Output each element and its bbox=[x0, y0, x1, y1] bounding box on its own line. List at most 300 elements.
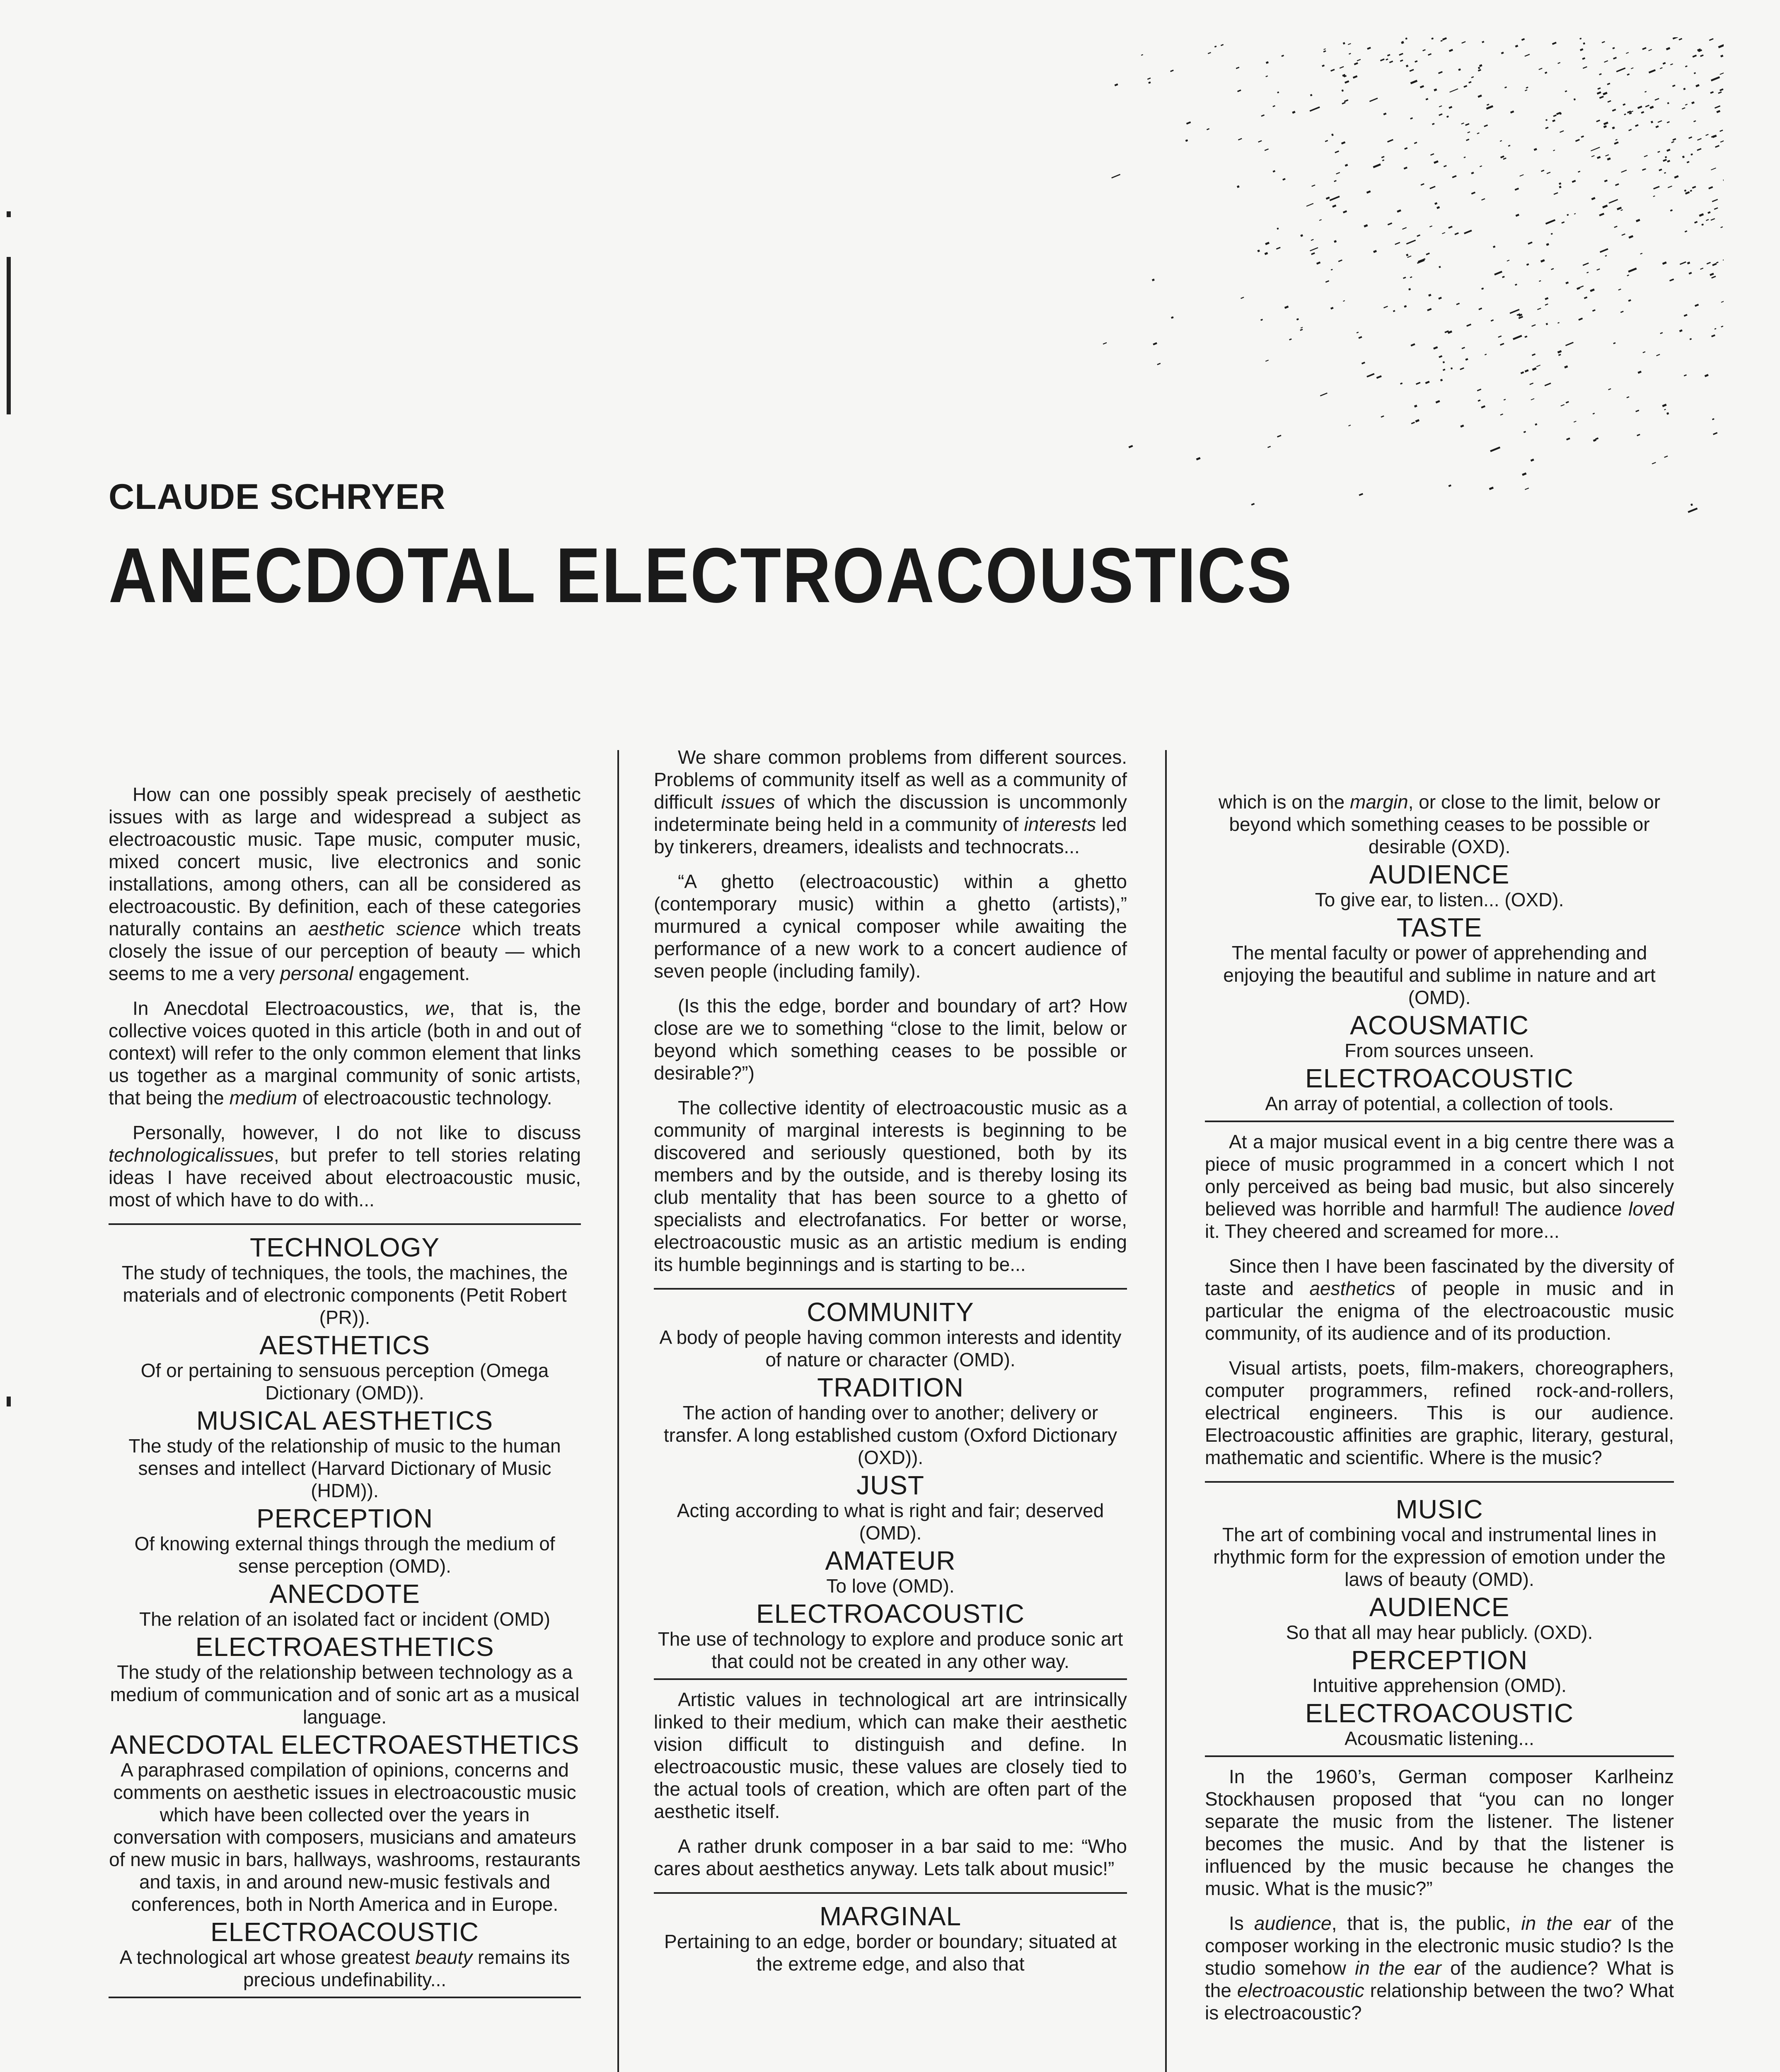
speckle-dot bbox=[1442, 232, 1445, 234]
speckle-dot bbox=[1410, 343, 1415, 346]
speckle-dot bbox=[1485, 354, 1487, 356]
speckle-dot bbox=[1721, 301, 1724, 303]
speckle-dot bbox=[1553, 150, 1555, 151]
glossary-term: AUDIENCE bbox=[1369, 1592, 1510, 1622]
glossary-term: PERCEPTION bbox=[256, 1503, 433, 1533]
speckle-dot bbox=[1551, 233, 1553, 235]
speckle-dot bbox=[1616, 139, 1618, 140]
section-rule bbox=[654, 1892, 1127, 1894]
speckle-dot bbox=[1410, 80, 1418, 85]
speckle-dot bbox=[1697, 148, 1701, 151]
speckle-dot bbox=[1720, 55, 1724, 58]
glossary-term: MUSIC bbox=[1395, 1494, 1483, 1524]
glossary-term: PERCEPTION bbox=[1351, 1645, 1528, 1675]
binding-mark bbox=[7, 1397, 11, 1406]
paragraph bbox=[654, 995, 1127, 1084]
glossary-block bbox=[1205, 791, 1674, 858]
speckle-dot bbox=[1261, 114, 1265, 117]
speckle-dot bbox=[1481, 288, 1484, 290]
speckle-dot bbox=[1509, 309, 1519, 314]
speckle-dot bbox=[1621, 233, 1625, 236]
speckle-dot bbox=[1381, 415, 1384, 418]
speckle-dot bbox=[1531, 459, 1534, 462]
speckle-dot bbox=[1602, 205, 1608, 208]
emphasis-text: interests bbox=[1024, 813, 1096, 835]
emphasis-text: in the ear bbox=[1521, 1912, 1611, 1934]
paragraph bbox=[654, 1688, 1127, 1823]
speckle-dot bbox=[1296, 318, 1299, 321]
speckle-dot bbox=[1443, 369, 1446, 371]
speckle-dot bbox=[1597, 156, 1601, 159]
speckle-dot bbox=[1460, 424, 1464, 427]
speckle-dot bbox=[1461, 347, 1465, 349]
speckle-dot bbox=[1712, 135, 1717, 138]
speckle-dot bbox=[1438, 71, 1443, 74]
speckle-dot bbox=[1716, 261, 1719, 264]
glossary-definition bbox=[109, 1946, 581, 1991]
speckle-dot bbox=[1600, 248, 1608, 253]
text-run: (Is this the edge, border and boundary of art? How close are we to something “close to the limit, below or beyond which something ceases to be possible or desirable?”) bbox=[654, 995, 1127, 1084]
speckle-dot bbox=[1410, 276, 1412, 278]
speckle-dot bbox=[1330, 307, 1334, 310]
speckle-dot bbox=[1415, 60, 1417, 63]
speckle-dot bbox=[1532, 367, 1537, 370]
speckle-dot bbox=[1700, 268, 1703, 270]
speckle-dot bbox=[1574, 98, 1576, 101]
speckle-dot bbox=[1426, 252, 1430, 255]
speckle-dot bbox=[1489, 487, 1494, 490]
speckle-dot bbox=[1115, 83, 1118, 86]
speckle-dot bbox=[1615, 183, 1619, 186]
glossary-term: ACOUSMATIC bbox=[1350, 1010, 1529, 1040]
speckle-dot bbox=[1608, 199, 1618, 203]
speckle-dot bbox=[1723, 257, 1724, 261]
speckle-dot bbox=[1332, 205, 1336, 208]
speckle-dot bbox=[1664, 409, 1666, 411]
paragraph bbox=[1205, 1912, 1674, 2024]
speckle-dot bbox=[1477, 132, 1479, 134]
speckle-dot bbox=[1331, 133, 1334, 136]
speckle-dot bbox=[1688, 508, 1698, 513]
speckle-dot bbox=[1404, 147, 1408, 150]
emphasis-text: in the ear bbox=[1355, 1957, 1441, 1979]
speckle-dot bbox=[1637, 434, 1640, 436]
speckle-dot bbox=[1711, 167, 1716, 170]
speckle-dot bbox=[1281, 55, 1284, 57]
speckle-dot bbox=[1627, 73, 1630, 75]
speckle-dot bbox=[1500, 140, 1502, 142]
speckle-dot bbox=[1388, 223, 1392, 225]
speckle-dot bbox=[1718, 92, 1722, 94]
speckle-dot bbox=[1687, 261, 1691, 264]
speckle-dot bbox=[1559, 182, 1561, 185]
speckle-dot bbox=[1685, 65, 1688, 68]
speckle-dot bbox=[1560, 404, 1565, 407]
speckle-dot bbox=[1490, 446, 1500, 452]
speckle-dot bbox=[1282, 178, 1286, 181]
speckle-dot bbox=[1439, 113, 1442, 116]
speckle-dot bbox=[1685, 191, 1690, 194]
speckle-dot bbox=[1478, 67, 1480, 69]
speckle-dot bbox=[1721, 326, 1723, 327]
speckle-dot bbox=[1323, 48, 1326, 50]
speckle-dot bbox=[1129, 445, 1133, 448]
speckle-dot bbox=[1559, 186, 1561, 188]
glossary-term: ANECDOTE bbox=[269, 1579, 420, 1609]
text-run: which is on the bbox=[1218, 791, 1350, 813]
speckle-dot bbox=[1481, 198, 1485, 201]
speckle-dot bbox=[1718, 44, 1724, 48]
speckle-dot bbox=[1461, 41, 1466, 44]
speckle-dot bbox=[1648, 49, 1652, 51]
speckle-dot bbox=[1558, 350, 1562, 353]
speckle-dot bbox=[1618, 288, 1621, 290]
text-run: A technological art whose greatest bbox=[119, 1946, 416, 1968]
speckle-dot bbox=[1531, 324, 1536, 327]
speckle-dot bbox=[1260, 319, 1263, 321]
speckle-dot bbox=[1386, 58, 1388, 61]
speckle-dot bbox=[1103, 342, 1107, 345]
speckle-dot bbox=[1695, 84, 1700, 87]
glossary-definition bbox=[1205, 1523, 1674, 1590]
speckle-dot bbox=[1694, 221, 1698, 223]
speckle-dot bbox=[1635, 410, 1639, 412]
glossary-term: ELECTROACOUSTIC bbox=[756, 1599, 1025, 1629]
speckle-dot bbox=[1652, 462, 1656, 465]
glossary-term: JUST bbox=[856, 1470, 924, 1500]
speckle-dot bbox=[1578, 317, 1583, 320]
speckle-dot bbox=[1545, 119, 1548, 121]
speckle-dot bbox=[1690, 338, 1692, 340]
speckle-dot bbox=[1538, 68, 1542, 70]
emphasis-text: personal bbox=[280, 963, 353, 984]
speckle-dot bbox=[1608, 388, 1611, 390]
section-rule bbox=[1205, 1755, 1674, 1757]
speckle-dot bbox=[1714, 207, 1718, 210]
speckle-dot bbox=[1446, 116, 1449, 118]
speckle-dot bbox=[1649, 106, 1654, 109]
speckle-dot bbox=[1706, 219, 1709, 221]
speckle-dot bbox=[1710, 273, 1714, 276]
text-run: A rather drunk composer in a bar said to me: “Who cares about aesthetics anyway. Lets talk about music!” bbox=[654, 1835, 1127, 1879]
speckle-dot bbox=[1439, 266, 1441, 268]
speckle-dot bbox=[1566, 438, 1570, 441]
speckle-dot bbox=[1645, 91, 1647, 92]
speckle-dot bbox=[1678, 38, 1682, 41]
speckle-dot bbox=[1660, 67, 1663, 69]
speckle-dot bbox=[1645, 105, 1649, 107]
speckle-dot bbox=[1311, 184, 1315, 187]
paragraph bbox=[654, 746, 1127, 858]
section-rule bbox=[109, 1223, 581, 1225]
glossary-definition bbox=[109, 1759, 581, 1915]
speckle-dot bbox=[1674, 175, 1678, 179]
speckle-dot bbox=[1171, 316, 1174, 319]
speckle-dot bbox=[1579, 286, 1584, 288]
speckle-dot bbox=[1529, 382, 1533, 385]
speckle-dot bbox=[1466, 324, 1471, 327]
speckle-dot bbox=[1426, 98, 1429, 100]
speckle-dot bbox=[1468, 81, 1471, 84]
speckle-dot bbox=[1709, 38, 1714, 41]
speckle-dot bbox=[1395, 242, 1400, 245]
speckle-dot bbox=[1406, 254, 1408, 256]
speckle-dot bbox=[1310, 247, 1318, 251]
speckle-dot bbox=[1662, 261, 1667, 265]
speckle-dot bbox=[1668, 186, 1672, 188]
glossary-definition bbox=[1205, 1621, 1674, 1644]
speckle-dot bbox=[1241, 297, 1244, 299]
speckle-dot bbox=[1580, 48, 1584, 51]
speckle-dot bbox=[1316, 261, 1320, 265]
speckle-dot bbox=[1612, 47, 1615, 49]
speckle-dot bbox=[1452, 175, 1456, 178]
speckle-dot bbox=[1691, 153, 1693, 155]
speckle-dot bbox=[1369, 98, 1378, 102]
speckle-dot bbox=[1558, 354, 1561, 356]
speckle-dot bbox=[1723, 178, 1724, 181]
speckle-dot bbox=[1389, 61, 1393, 63]
glossary-term: COMMUNITY bbox=[807, 1297, 974, 1327]
speckle-dot bbox=[1666, 412, 1669, 415]
speckle-dot bbox=[1654, 98, 1659, 101]
speckle-dot bbox=[1403, 277, 1406, 279]
speckle-dot bbox=[1684, 189, 1687, 192]
speckle-dot bbox=[1478, 399, 1480, 402]
speckle-dot bbox=[1341, 141, 1345, 145]
speckle-dot bbox=[1546, 323, 1548, 325]
speckle-dot bbox=[1408, 288, 1411, 290]
speckle-dot bbox=[1480, 165, 1482, 167]
text-run: The study of the relationship of music to the human senses and intellect (Harvard Dictionary of Music (HDM)). bbox=[128, 1435, 561, 1501]
speckle-dot bbox=[1590, 288, 1595, 292]
speckle-dot bbox=[1382, 160, 1384, 161]
speckle-dot bbox=[1574, 213, 1576, 214]
column-divider bbox=[1165, 750, 1167, 2072]
speckle-dot bbox=[1591, 155, 1595, 157]
speckle-dot bbox=[1430, 153, 1434, 156]
speckle-dot bbox=[1584, 296, 1588, 299]
speckle-dot bbox=[1335, 150, 1339, 153]
speckle-dot bbox=[1345, 164, 1348, 167]
speckle-dot bbox=[1454, 232, 1458, 235]
speckle-dot bbox=[1410, 117, 1413, 119]
speckle-dot bbox=[1463, 85, 1467, 88]
text-run: engagement. bbox=[353, 963, 470, 984]
speckle-dot bbox=[1342, 102, 1345, 104]
speckle-dot bbox=[1561, 221, 1565, 224]
speckle-dot bbox=[1716, 110, 1720, 113]
speckle-dot bbox=[1642, 47, 1647, 50]
speckle-dot bbox=[1613, 57, 1617, 60]
speckle-dot bbox=[1712, 263, 1717, 266]
speckle-dot bbox=[1626, 52, 1629, 54]
speckle-dot bbox=[1620, 311, 1624, 313]
speckle-dot bbox=[1266, 61, 1269, 64]
speckle-dot bbox=[1289, 338, 1292, 340]
speckle-dot bbox=[1416, 382, 1420, 385]
speckle-dot bbox=[1381, 156, 1385, 158]
speckle-dot bbox=[1603, 125, 1607, 128]
speckle-dot bbox=[1649, 69, 1656, 73]
speckle-dot bbox=[1376, 375, 1382, 379]
speckle-dot bbox=[1515, 45, 1519, 48]
speckle-dot bbox=[1513, 335, 1522, 340]
speckle-dot bbox=[1664, 172, 1666, 174]
speckle-dot bbox=[1331, 269, 1333, 271]
speckle-dot bbox=[1707, 211, 1710, 214]
speckle-dot bbox=[1593, 413, 1595, 414]
speckle-decoration bbox=[1077, 37, 1724, 526]
paragraph bbox=[1205, 1255, 1674, 1344]
speckle-dot bbox=[1383, 113, 1386, 115]
speckle-dot bbox=[1265, 360, 1269, 362]
speckle-dot bbox=[1404, 167, 1408, 169]
speckle-dot bbox=[1672, 138, 1676, 140]
speckle-dot bbox=[1699, 213, 1704, 217]
speckle-dot bbox=[1664, 455, 1668, 458]
emphasis-text: issues bbox=[721, 791, 775, 813]
glossary-definition bbox=[1205, 1092, 1674, 1115]
text-run: , that is, the public, bbox=[1331, 1912, 1521, 1934]
text-run: Acousmatic listening... bbox=[1345, 1728, 1534, 1749]
section-rule bbox=[654, 1288, 1127, 1290]
glossary-term: AUDIENCE bbox=[1369, 859, 1510, 889]
speckle-dot bbox=[1682, 156, 1685, 158]
speckle-dot bbox=[1147, 77, 1151, 80]
speckle-dot bbox=[1257, 249, 1260, 252]
paragraph bbox=[654, 870, 1127, 982]
speckle-dot bbox=[1141, 54, 1143, 56]
speckle-dot bbox=[1673, 37, 1678, 39]
speckle-dot bbox=[1417, 235, 1420, 237]
speckle-dot bbox=[1604, 179, 1608, 182]
speckle-dot bbox=[1591, 147, 1600, 151]
text-run: of people in music and in particular the enigma of the electroacoustic music community, of its audience and of its production. bbox=[1205, 1278, 1674, 1344]
text-run: of electroacoustic technology. bbox=[297, 1087, 552, 1109]
speckle-dot bbox=[1581, 136, 1584, 138]
glossary-term: ELECTROACOUSTIC bbox=[1305, 1063, 1574, 1093]
speckle-dot bbox=[1519, 174, 1524, 177]
speckle-dot bbox=[1667, 160, 1670, 162]
speckle-dot bbox=[1429, 225, 1432, 228]
speckle-dot bbox=[1551, 268, 1554, 270]
speckle-dot bbox=[1552, 42, 1557, 45]
text-run: The collective identity of electroacoustic music as a community of marginal interests is beginning to be discovered and seriously questioned, both by its members and by the outside, and is thereby losing its club mentality that has been source to a ghetto of specialists and electrofanatics. For better or worse, electroacoustic music as an artistic medium is ending its humble beginnings and is starting to be... bbox=[654, 1097, 1127, 1275]
glossary-definition bbox=[1205, 888, 1674, 911]
speckle-dot bbox=[1525, 488, 1529, 490]
emphasis-text: we bbox=[425, 997, 450, 1019]
speckle-dot bbox=[1265, 252, 1268, 255]
speckle-dot bbox=[1525, 90, 1527, 91]
speckle-dot bbox=[1541, 259, 1545, 262]
speckle-dot bbox=[1425, 381, 1430, 384]
speckle-dot bbox=[1591, 197, 1595, 200]
speckle-dot bbox=[1659, 169, 1662, 171]
speckle-dot bbox=[1439, 355, 1442, 358]
glossary-term: ANECDOTAL ELECTROAESTHETICS bbox=[110, 1730, 580, 1760]
speckle-dot bbox=[1265, 75, 1268, 77]
speckle-dot bbox=[1402, 227, 1407, 230]
speckle-dot bbox=[1535, 423, 1537, 426]
glossary-definition bbox=[654, 1575, 1127, 1597]
speckle-dot bbox=[1565, 342, 1574, 346]
speckle-dot bbox=[1522, 472, 1526, 476]
speckle-dot bbox=[1366, 190, 1371, 194]
speckle-dot bbox=[1477, 389, 1482, 392]
speckle-dot bbox=[1284, 305, 1289, 309]
text-run: The study of the relationship between technology as a medium of communication and of sonic art as a musical language. bbox=[110, 1661, 580, 1728]
speckle-dot bbox=[1436, 400, 1440, 404]
text-run: In Anecdotal Electroacoustics, bbox=[133, 997, 425, 1019]
speckle-dot bbox=[1277, 228, 1279, 230]
glossary-definition bbox=[109, 1532, 581, 1577]
speckle-dot bbox=[1642, 351, 1645, 353]
speckle-dot bbox=[1545, 72, 1547, 74]
speckle-dot bbox=[1501, 52, 1504, 54]
speckle-dot bbox=[1343, 210, 1347, 213]
glossary-term: MUSICAL AESTHETICS bbox=[196, 1406, 493, 1435]
speckle-dot bbox=[1660, 332, 1663, 334]
speckle-dot bbox=[1531, 398, 1534, 400]
speckle-dot bbox=[1449, 88, 1458, 92]
speckle-dot bbox=[1536, 365, 1541, 367]
speckle-dot bbox=[1292, 111, 1295, 114]
speckle-dot bbox=[1583, 66, 1587, 69]
speckle-dot bbox=[1153, 342, 1157, 346]
glossary-block bbox=[109, 1233, 581, 1991]
speckle-dot bbox=[1587, 272, 1589, 274]
section-rule bbox=[1205, 1121, 1674, 1122]
text-run: remains its precious undefinability... bbox=[243, 1946, 570, 1990]
text-run: An array of potential, a collection of tools. bbox=[1265, 1093, 1614, 1114]
speckle-dot bbox=[1532, 353, 1536, 356]
speckle-dot bbox=[1658, 120, 1662, 123]
speckle-dot bbox=[1575, 139, 1580, 142]
text-run: A paraphrased compilation of opinions, concerns and comments on aesthetic issues in electroacoustic music which have been collected over the years in conversation with composers, musicians and amateurs of new music in bars, hallways, washrooms, restaurants and taxis, in and around new-music festivals and conferences, both in North America and in Europe. bbox=[109, 1759, 580, 1915]
speckle-dot bbox=[1666, 47, 1671, 50]
speckle-dot bbox=[1330, 69, 1335, 72]
speckle-dot bbox=[1221, 44, 1224, 46]
speckle-dot bbox=[1504, 87, 1507, 89]
emphasis-text: electroacoustic bbox=[1237, 1980, 1364, 2001]
speckle-dot bbox=[1545, 382, 1551, 386]
speckle-dot bbox=[1451, 367, 1453, 369]
text-run: A body of people having common interests and identity of nature or character (OMD). bbox=[659, 1326, 1122, 1370]
speckle-dot bbox=[1583, 42, 1585, 45]
speckle-dot bbox=[1433, 346, 1438, 350]
text-run: , but prefer to tell stories relating ideas I have received about electroacoustic music, most of which have to do with... bbox=[109, 1144, 581, 1210]
speckle-dot bbox=[1411, 422, 1415, 424]
speckle-dot bbox=[1692, 55, 1697, 58]
speckle-dot bbox=[1720, 226, 1723, 228]
text-run: From sources unseen. bbox=[1345, 1040, 1534, 1061]
speckle-dot bbox=[1322, 65, 1325, 67]
text-run: Since then I have been fascinated by the diversity of taste and bbox=[1205, 1255, 1674, 1299]
speckle-dot bbox=[1607, 157, 1611, 161]
speckle-dot bbox=[1524, 336, 1527, 338]
speckle-dot bbox=[1338, 259, 1342, 262]
speckle-dot bbox=[1666, 149, 1671, 152]
speckle-dot bbox=[1656, 354, 1660, 356]
article-title: ANECDOTAL ELECTROACOUSTICS bbox=[109, 532, 1294, 619]
speckle-dot bbox=[1463, 157, 1466, 158]
speckle-dot bbox=[1565, 90, 1567, 92]
speckle-dot bbox=[1697, 138, 1702, 140]
speckle-dot bbox=[1404, 305, 1407, 307]
speckle-dot bbox=[1521, 371, 1524, 374]
emphasis-text: loved bbox=[1628, 1198, 1674, 1220]
